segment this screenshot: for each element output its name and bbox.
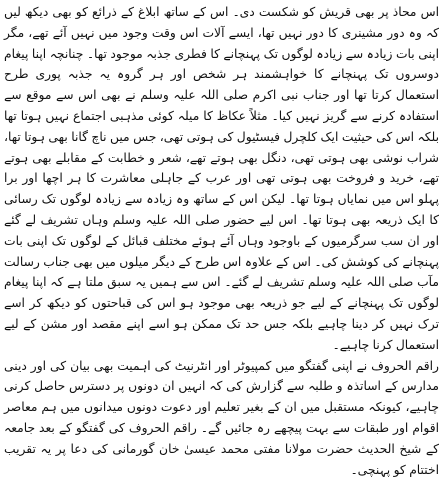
paragraph-1: اس محاذ پر بھی قریش کو شکست دی۔ اس کے ساتھ ابلاغ کے ذرائع کو بھی دیکھ لیں کہ وہ دور مشینری کا دور نہیں تھا، ایسے آلات اس وقت وجود میں نہیں آئے تھے، مگر اپنی بات زیادہ سے زیادہ لوگوں تک پہنچانے کا فطری جذبہ موجود تھا۔ چنانچہ اپنا پیغام دوسروں تک پہنچانے کا خواہشمند ہر شخص اور ہر گروہ یہ جذبہ پوری طرح استعمال کرتا تھا اور جناب نبی اکرم صلی اللہ علیہ وسلم نے بھی اس سے موقع سے استفادہ کرنے سے گریز نہیں کیا۔ مثلاً عکاظ کا میلہ کوئی مذہبی اجتماع نہیں ہوتا تھا بلکہ اس کی حیثیت ایک کلچرل فیسٹیول کی ہوتی تھی، جس میں ناچ گانا بھی ہوتا تھا، شراب نوشی بھی ہوتی تھی، دنگل بھی ہوتے تھے، شعر و خطابت کے مقابلے بھی ہوتے تھے، خرید و فروخت بھی ہوتی تھی اور عرب کے جاہلی معاشرت کا ہر اچھا اور برا پہلو اس میں نمایاں ہوتا تھا۔ لیکن اس کے ساتھ وہ زیادہ سے زیادہ لوگوں تک رسائی کا ایک ذریعہ بھی ہوتا تھا۔ اس لیے حضور صلی اللہ علیہ وسلم وہاں تشریف لے گئے اور ان سب سرگرمیوں کے باوجود وہاں آئے ہوئے مختلف قبائل کے لوگوں تک اپنی بات پہنچانے کی کوشش کی۔ اس کے علاوہ اس طرح کے دیگر میلوں میں بھی جناب رسالت مآب صلی اللہ علیہ وسلم تشریف لے گئے۔ اس سے ہمیں یہ سبق ملتا ہے کہ اپنا پیغام لوگوں تک پہنچانے کے لیے جو ذریعہ بھی موجود ہو اس کی قباحتوں کو دیکھ کر اسے ترک نہیں کر دینا چاہیے بلکہ جس حد تک ممکن ہو اسے اپنے مقصد اور مشن کے لیے استعمال کرنا چاہیے۔ [4,5,439,352]
paragraph-2: راقم الحروف نے اپنی گفتگو میں کمپیوٹر اور انٹرنیٹ کی اہمیت بھی بیان کی اور دینی مدارس کے اساتذہ و طلبہ سے گزارش کی کہ انہیں ان دونوں پر دسترس حاصل کرنی چاہیے، کیونکہ مستقبل میں ان کے بغیر تعلیم اور دعوت دونوں میدانوں میں ہم معاصر اقوام اور طبقات سے بہت پیچھے رہ جائیں گے۔ راقم الحروف کی گفتگو کے بعد جامعہ کے شیخ الحدیث حضرت مولانا مفتی محمد عیسیٰ خان گورمانی کی دعا پر یہ تقریب اختتام کو پہنچی۔ [4,358,439,477]
